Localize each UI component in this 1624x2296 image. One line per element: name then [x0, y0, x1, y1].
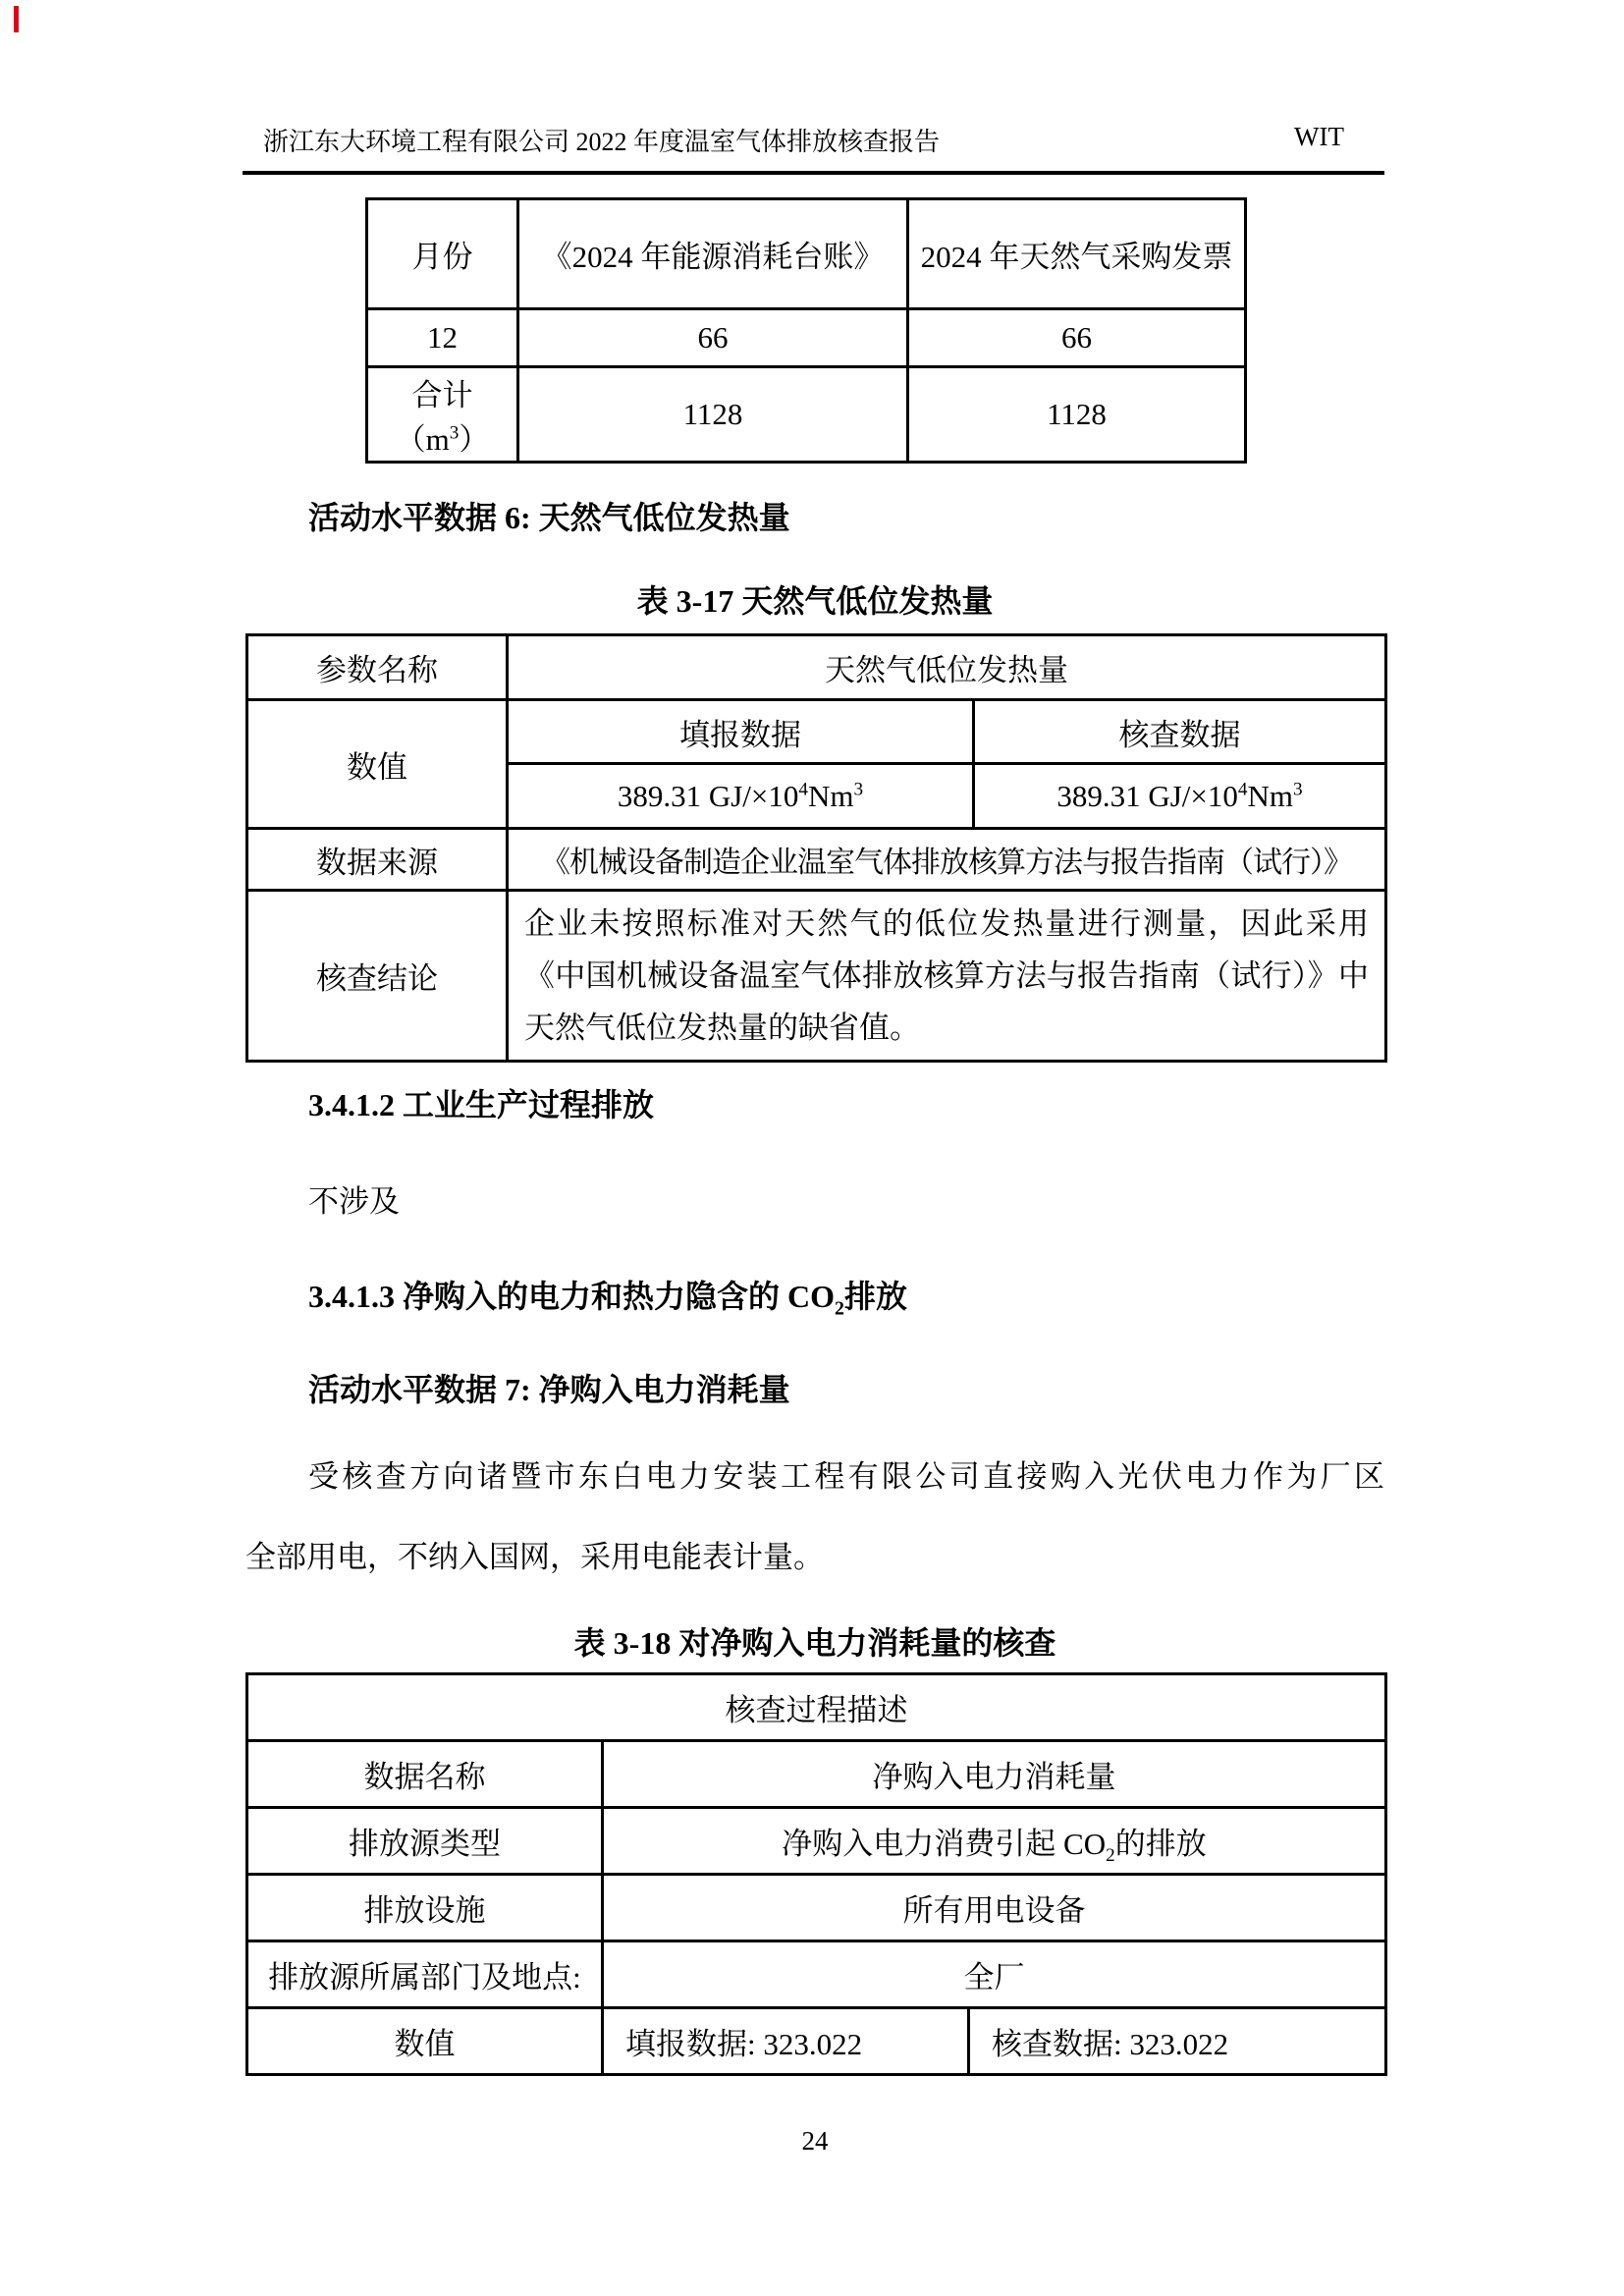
- gas-col-invoice-header: 2024 年天然气采购发票: [908, 199, 1246, 309]
- data-source-label: 数据来源: [247, 829, 508, 891]
- activity-data-6-heading: 活动水平数据 6: 天然气低位发热量: [308, 500, 790, 535]
- data-name-value: 净购入电力消耗量: [603, 1741, 1386, 1808]
- header-divider-rule: [243, 171, 1384, 175]
- gas-ledger-cell: 66: [518, 309, 908, 367]
- emission-source-type-label: 排放源类型: [247, 1808, 603, 1875]
- page-header-logo-text: WIT: [1294, 122, 1344, 151]
- table-row: [247, 700, 1386, 764]
- section-3-4-1-3-heading: 3.4.1.3 净购入的电力和热力隐含的 $CO_2$排放: [308, 1279, 907, 1320]
- page-number: 24: [801, 2126, 829, 2156]
- emission-source-type-value: 净购入电力消费引起 $CO_2$的排放: [603, 1808, 1386, 1875]
- table-3-17-title: 表 3-17 天然气低位发热量: [636, 583, 994, 619]
- param-name-value: 天然气低位发热量: [508, 635, 1386, 700]
- conclusion-label: 核查结论: [247, 891, 508, 1062]
- gas-total-label-cell: [367, 367, 518, 463]
- reported-heating-value: 389.31 $GJ/\times 10^4Nm^3$: [508, 764, 974, 829]
- numeric-reported-value: 填报数据: 323.022: [603, 2008, 969, 2075]
- table-row: [247, 2008, 1386, 2075]
- verification-process-header: 核查过程描述: [247, 1674, 1386, 1741]
- conclusion-value: 企业未按照标准对天然气的低位发热量进行测量，因此采用《中国机械设备温室气体排放核算方法与报告指南（试行）》中天然气低位发热量的缺省值。: [508, 891, 1386, 1062]
- table-row: [247, 635, 1386, 700]
- gas-col-month-header: 月份: [367, 199, 518, 309]
- table-row: [247, 1741, 1386, 1808]
- value-label: 数值: [247, 700, 508, 829]
- data-name-label: 数据名称: [247, 1741, 603, 1808]
- verified-data-label: 核查数据: [974, 700, 1386, 764]
- gas-col-ledger-header: 《2024 年能源消耗台账》: [518, 199, 908, 309]
- data-source-value: 《机械设备制造企业温室气体排放核算方法与报告指南（试行）》: [508, 829, 1386, 891]
- table-row: [247, 1941, 1386, 2008]
- department-location-value: 全厂: [603, 1941, 1386, 2008]
- body-paragraph-line-1: 受核查方向诸暨市东白电力安装工程有限公司直接购入光伏电力作为厂区: [308, 1459, 1384, 1494]
- table-row: [247, 1875, 1386, 1941]
- reported-data-label: 填报数据: [508, 700, 974, 764]
- activity-data-7-heading: 活动水平数据 7: 净购入电力消耗量: [308, 1372, 790, 1407]
- numeric-value-label: 数值: [247, 2008, 603, 2075]
- table-row: [247, 891, 1386, 1062]
- gas-invoice-cell: 66: [908, 309, 1246, 367]
- emission-facility-value: 所有用电设备: [603, 1875, 1386, 1941]
- table-3-18-title: 表 3-18 对净购入电力消耗量的核查: [573, 1625, 1056, 1661]
- table-3-18: [245, 1672, 1387, 2076]
- section-3-4-1-2-heading: 3.4.1.2 工业生产过程排放: [308, 1087, 655, 1122]
- section-3-4-1-2-body: 不涉及: [308, 1184, 400, 1219]
- table-row: [367, 309, 1246, 367]
- page-header-title: 浙江东大环境工程有限公司 2022 年度温室气体排放核查报告: [263, 128, 941, 156]
- total-unit: $(m^3)$: [395, 422, 490, 457]
- gas-month-cell: 12: [367, 309, 518, 367]
- emission-facility-label: 排放设施: [247, 1875, 603, 1941]
- numeric-verified-value: 核查数据: 323.022: [969, 2008, 1386, 2075]
- verified-heating-value: 389.31 $GJ/\times 10^4Nm^3$: [974, 764, 1386, 829]
- gas-total-ledger-cell: 1128: [518, 367, 908, 463]
- param-name-label: 参数名称: [247, 635, 508, 700]
- table-row: [367, 199, 1246, 309]
- table-3-17: [245, 633, 1387, 1063]
- table-row: [247, 1674, 1386, 1741]
- gas-usage-table: [365, 197, 1247, 464]
- body-paragraph-line-2: 全部用电，不纳入国网，采用电能表计量。: [245, 1540, 824, 1574]
- red-cursor-mark: [14, 6, 19, 32]
- table-row: [247, 829, 1386, 891]
- table-row: [247, 1808, 1386, 1875]
- total-label: 合计: [411, 378, 473, 412]
- table-row: [367, 367, 1246, 463]
- gas-total-invoice-cell: 1128: [908, 367, 1246, 463]
- department-location-label: 排放源所属部门及地点:: [247, 1941, 603, 2008]
